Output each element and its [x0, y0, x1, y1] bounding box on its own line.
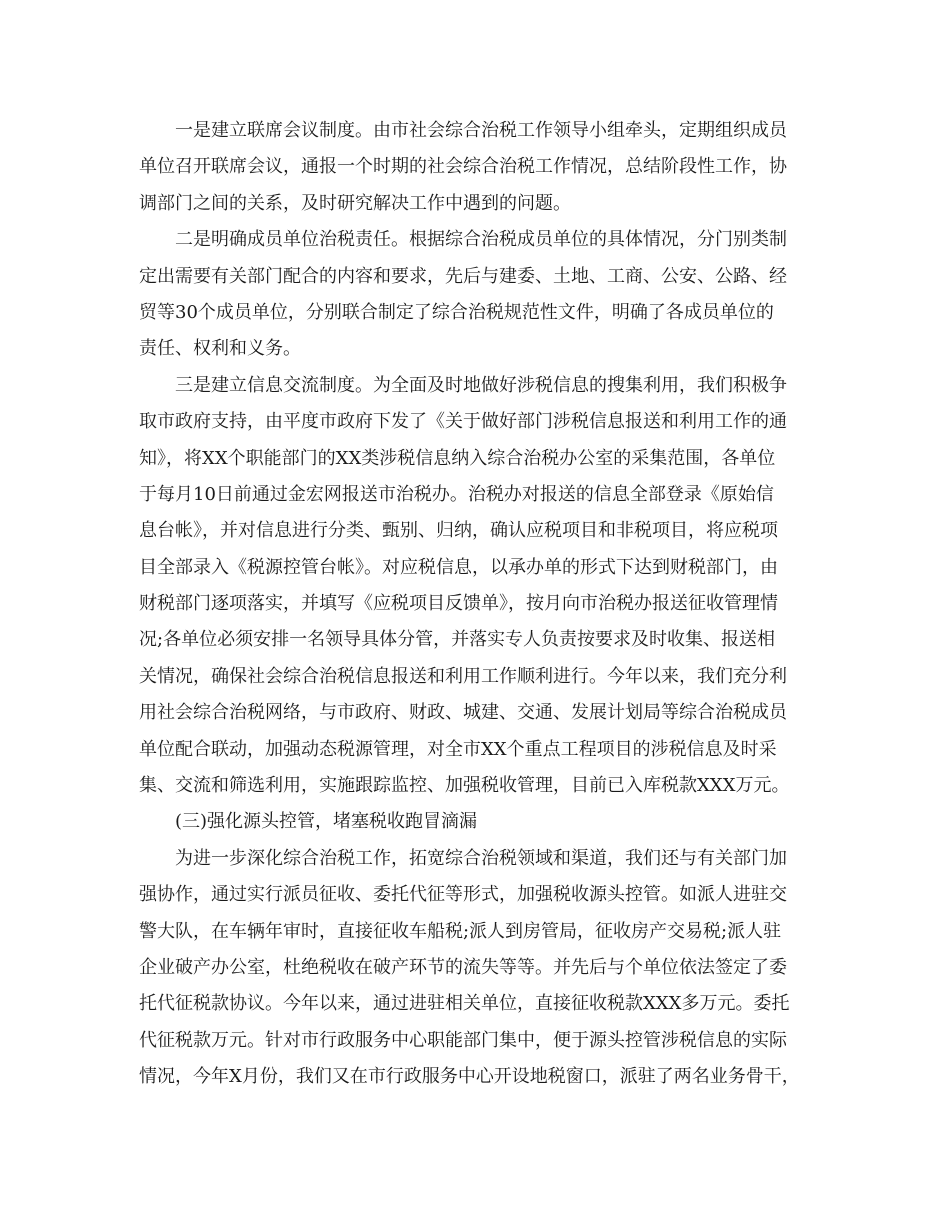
text-line: 托代征税款协议。今年以来，通过进驻相关单位，直接征收税款XXX多万元。委托 — [139, 993, 790, 1015]
text-line: 目全部录入《税源控管台帐》。对应税信息，以承办单的形式下达到财税部门，由 — [139, 556, 778, 578]
text-line: 况;各单位必须安排一名领导具体分管，并落实专人负责按要求及时收集、报送相 — [139, 629, 776, 651]
text-line: 警大队，在车辆年审时，直接征收车船税;派人到房管局，征收房产交易税;派人驻 — [139, 920, 782, 942]
text-line: 责任、权利和义务。 — [139, 338, 301, 360]
text-line: 一是建立联席会议制度。由市社会综合治税工作领导小组牵头，定期组织成员 — [175, 120, 787, 141]
text-line: 三是建立信息交流制度。为全面及时地做好涉税信息的搜集利用，我们积极争 — [175, 374, 787, 396]
text-line: 知》，将XX个职能部门的XX类涉税信息纳入综合治税办公室的采集范围，各单位 — [139, 447, 776, 469]
text-line: 单位召开联席会议，通报一个时期的社会综合治税工作情况，总结阶段性工作，协 — [139, 156, 787, 178]
text-line: 取市政府支持，由平度市政府下发了《关于做好部门涉税信息报送和利用工作的通 — [139, 411, 787, 433]
text-line: 定出需要有关部门配合的内容和要求，先后与建委、土地、工商、公安、公路、经 — [139, 265, 787, 287]
text-line: (三)强化源头控管，堵塞税收跑冒滴漏 — [175, 811, 478, 833]
text-line: 二是明确成员单位治税责任。根据综合治税成员单位的具体情况，分门别类制 — [175, 229, 787, 251]
text-line: 企业破产办公室，杜绝税收在破产环节的流失等等。并先后与个单位依法签定了委 — [139, 956, 787, 978]
text-line: 关情况，确保社会综合治税信息报送和利用工作顺利进行。今年以来，我们充分利 — [139, 665, 787, 687]
text-line: 情况，今年X月份，我们又在市行政服务中心开设地税窗口，派驻了两名业务骨干， — [139, 1066, 800, 1088]
text-line: 代征税款万元。针对市行政服务中心职能部门集中，便于源头控管涉税信息的实际 — [139, 1029, 787, 1051]
text-line: 调部门之间的关系，及时研究解决工作中遇到的问题。 — [139, 192, 571, 214]
text-line: 单位配合联动，加强动态税源管理，对全市XX个重点工程项目的涉税信息及时采 — [139, 738, 777, 760]
text-line: 为进一步深化综合治税工作，拓宽综合治税领域和渠道，我们还与有关部门加 — [175, 847, 787, 869]
text-line: 用社会综合治税网络，与市政府、财政、城建、交通、发展计划局等综合治税成员 — [139, 702, 787, 724]
text-line: 强协作，通过实行派员征收、委托代征等形式，加强税收源头控管。如派人进驻交 — [139, 884, 787, 906]
document-body — [139, 113, 823, 1096]
text-line: 于每月10日前通过金宏网报送市治税办。治税办对报送的信息全部登录《原始信 — [139, 483, 774, 505]
text-line: 财税部门逐项落实，并填写《应税项目反馈单》，按月向市治税办报送征收管理情 — [139, 593, 778, 615]
text-line: 集、交流和筛选利用，实施跟踪监控、加强税收管理，目前已入库税款XXX万元。 — [139, 775, 790, 797]
text-line: 贸等30个成员单位，分别联合制定了综合治税规范性文件，明确了各成员单位的 — [139, 301, 774, 323]
text-line: 息台帐》，并对信息进行分类、甄别、归纳，确认应税项目和非税项目，将应税项 — [139, 520, 778, 542]
